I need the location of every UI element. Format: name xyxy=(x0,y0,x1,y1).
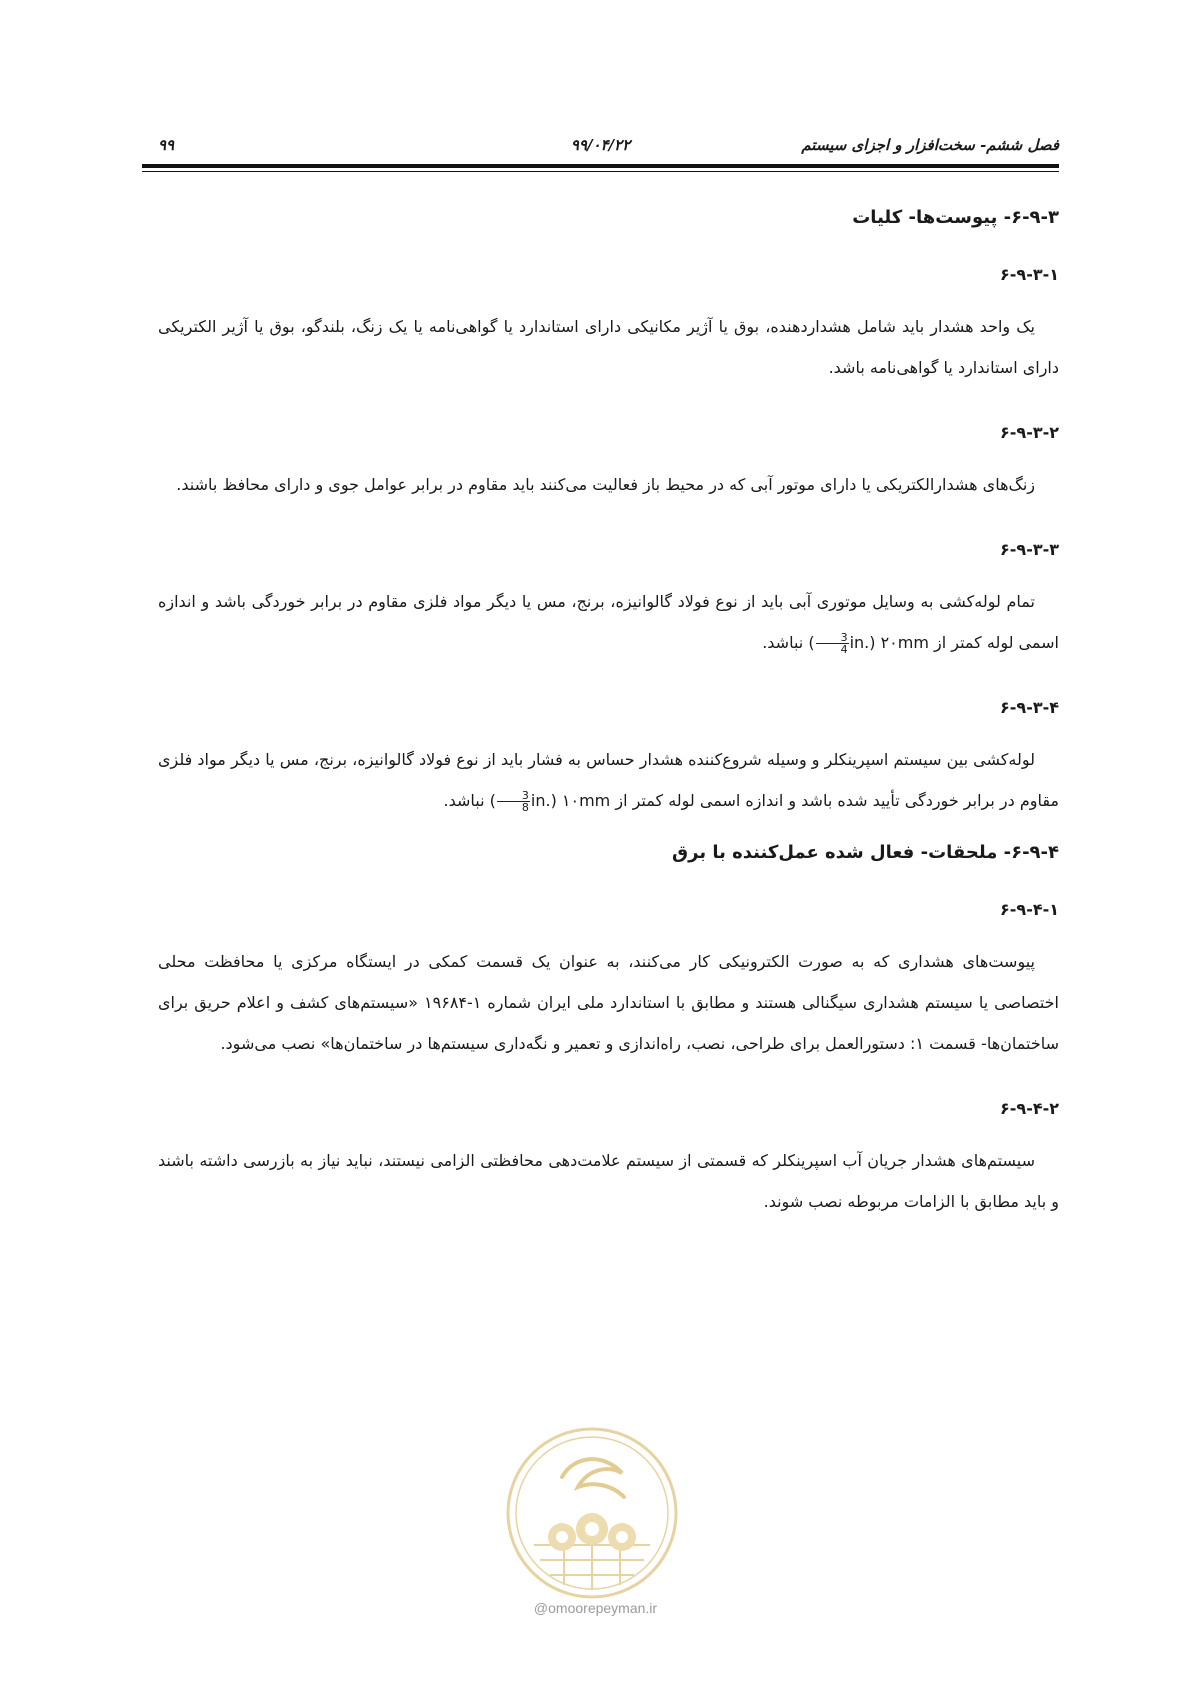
item-paragraph: یک واحد هشدار باید شامل هشداردهنده، بوق یا آژیر مکانیکی دارای استاندارد یا گواهی‌نامه یا یک زنگ، بلندگو، بوق یا آژیر الکتریکی دارای استاندارد یا گواهی‌نامه باشد. xyxy=(158,317,1059,377)
fraction: $\frac{3}{8}$ xyxy=(497,790,530,813)
chapter-title: فصل ششم- سخت‌افزار و اجزای سیستم xyxy=(801,136,1059,154)
inch-unit: in. xyxy=(849,633,870,652)
item-number: ۶-۹-۳-۳ xyxy=(1000,540,1059,559)
item-number: ۶-۹-۳-۲ xyxy=(1000,423,1059,442)
item-number: ۶-۹-۴-۲ xyxy=(1000,1099,1059,1118)
page-header xyxy=(142,130,1059,160)
item-paragraph: پیوست‌های هشداری که به صورت الکترونیکی کار می‌کنند، به عنوان یک قسمت کمکی در ایستگاه مرکزی یا محافظت محلی اختصاصی یا سیستم هشداری سیگنالی هستند و مطابق با استاندارد ملی ایران شماره ۱-۱۹۶۸۴ «سیستم‌های کشف و اعلام حریق برای ساختمان‌ها- قسمت ۱: دستورالعمل برای طراحی، نصب، راه‌اندازی و تعمیر و نگه‌داری سیستم‌ها در ساختمان‌ها» نصب می‌شود. xyxy=(158,952,1060,1053)
item-paragraph: زنگ‌های هشدارالکتریکی یا دارای موتور آبی که در محیط باز فعالیت می‌کنند باید مقاوم در برابر عوامل جوی و دارای محافظ باشند. xyxy=(176,475,1035,494)
item-paragraph: لوله‌کشی بین سیستم اسپرینکلر و وسیله شروع‌کننده هشدار حساس به فشار باید از نوع فولاد گالوانیزه، برنج، مس یا دیگر مواد فلزی مقاوم در برابر خوردگی تأیید شده باشد و اندازه اسمی لوله کمتر از ۱۰mm (in. $\frac{3}{8}$ ) نباشد. xyxy=(158,750,1059,814)
main-content xyxy=(158,200,1059,1222)
watermark-website: @omoorepeyman.ir xyxy=(533,1600,658,1616)
item-number: ۶-۹-۳-۱ xyxy=(1000,265,1059,284)
header-date: ۹۹/۰۴/۲۲ xyxy=(570,136,631,154)
watermark-seal-icon xyxy=(504,1425,680,1601)
item-number: ۶-۹-۳-۴ xyxy=(1000,698,1059,717)
page-number: ۹۹ xyxy=(158,136,175,154)
section-heading: ۶-۹-۳- پیوست‌ها- کلیات xyxy=(852,207,1059,228)
item-number: ۶-۹-۴-۱ xyxy=(1000,900,1059,919)
section-heading: ۶-۹-۴- ملحقات- فعال شده عمل‌کننده با برق xyxy=(672,842,1059,863)
inch-unit: in. xyxy=(530,791,551,810)
header-rule-thick xyxy=(142,164,1059,168)
item-paragraph: تمام لوله‌کشی به وسایل موتوری آبی باید از نوع فولاد گالوانیزه، برنج، مس یا دیگر مواد فلزی مقاوم در برابر خوردگی باشد و اندازه اسمی لوله کمتر از ۲۰mm (in. $\frac{3}{4}$ ) نباشد. xyxy=(158,592,1059,656)
fraction: $\frac{3}{4}$ xyxy=(816,632,849,655)
header-rule-thin xyxy=(142,171,1059,172)
item-paragraph: سیستم‌های هشدار جریان آب اسپرینکلر که قسمتی از سیستم علامت‌دهی محافظتی الزامی نیستند، نباید نیاز به بازرسی داشته باشند و باید مطابق با الزامات مربوطه نصب شوند. xyxy=(158,1151,1059,1211)
